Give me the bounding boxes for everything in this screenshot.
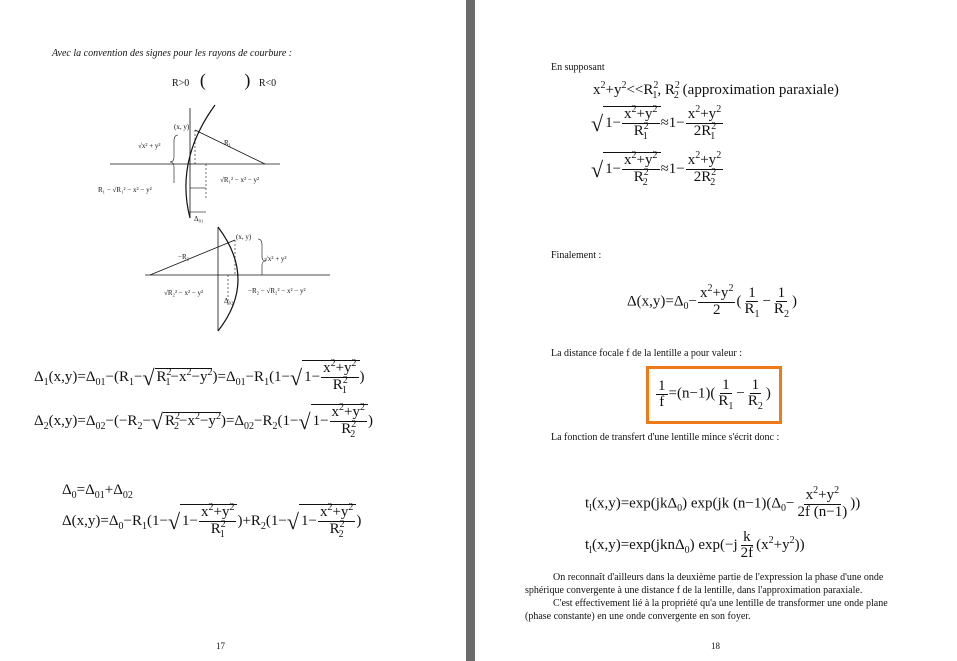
fig2-right-label: −R₂ − √R₂² − x² − y²	[248, 287, 306, 295]
sign-negative: R<0	[258, 78, 277, 89]
paraxial-label: (approximation paraxiale)	[682, 82, 839, 98]
transfer-text: La fonction de transfert d'une lentille mince s'écrit donc :	[551, 432, 780, 443]
fig2-point-label: (x, y)	[236, 233, 252, 241]
fig1-sqrt-label: √x² + y²	[138, 142, 161, 150]
conclusion-line-2: sphérique convergente à une distance f de la lentille, dans l'approximation paraxiale.	[525, 585, 863, 596]
focal-equation-highlight	[646, 366, 782, 424]
sign-convention: R>0 ( ) R<0	[172, 70, 277, 90]
fig2-sqrt-label: √x² + y²	[264, 255, 287, 263]
page-number-left: 17	[216, 641, 225, 651]
conclusion-line-4: (phase constante) en une onde convergente en son foyer.	[525, 611, 751, 622]
equation-delta-sum: $\Delta_0=\Delta_{01}+\Delta_{02}$	[62, 482, 133, 501]
fig1-radius-label: R₁	[224, 139, 232, 147]
right-page	[475, 0, 957, 661]
equation-delta-final: $\Delta(x,y)=\Delta_0-$ $\frac{x^2+y^2}{2}$ ( $\frac{1}{R_1}$ − $\frac{1}{R_2}$ )	[627, 283, 797, 320]
fig2-delta-label: Δ₀₂	[224, 297, 234, 305]
equation-focal-length: $\frac{1}{f}$ =(n−1)( $\frac{1}{R_1}$ − $\frac{1}{R_2}$ )	[658, 377, 771, 412]
focal-text: La distance focale f de la lentille a pour valeur :	[551, 348, 743, 359]
equation-delta-2: $\Delta_2(x,y)=\Delta_{02}-(-R_2-√$ $R^2_2-x^2-y^2)=\Delta_{02}-R_2(1-√$ 1− $\frac{x^2+y^2}{R^2_2}$ )	[34, 402, 373, 440]
equation-delta-total: $\Delta(x,y)=\Delta_0-R_1(1-√$ 1− $\frac{x^2+y^2}{R^2_1}$ )$+R_2(1-√$ 1− $\frac{x^2+y^2}{R^2_2}$ )	[62, 502, 362, 540]
conclusion-line-3: C'est effectivement lié à la propriété qu'a une lentille de transformer une onde plane	[553, 598, 888, 609]
intro-text: Avec la convention des signes pour les rayons de courbure :	[52, 48, 293, 59]
equation-paraxial-condition: $x^2+y^2<<R^2_1$, $R^2_2$ (approximation paraxiale)	[593, 80, 839, 101]
page-number-right: 18	[711, 641, 720, 651]
equation-transfer-2: $t_l(x,y)=\exp(jkn\Delta_0)$ exp(−j $\frac{k}{2f}$ $(x^2+y^2)$)	[585, 529, 805, 561]
fig2-sqrt2-label: √R₂² − x² − y²	[164, 289, 204, 297]
fig1-sqrt2-label: √R₁² − x² − y²	[220, 176, 260, 184]
equation-transfer-1: $t_l(x,y)=\exp(jk\Delta_0)$ exp(jk $(n-1)(\Delta_0-$ $\frac{x^2+y^2}{2f (n-1)}$ ))	[585, 485, 861, 520]
equation-delta-1: $\Delta_1(x,y)=\Delta_{01}-(R_1-√$ $R^2_1-x^2-y^2)=\Delta_{01}-R_1(1-√$ 1− $\frac{x^2+y^2}{R^2_1}$ )	[34, 358, 365, 396]
fig1-delta-label: Δ₀₁	[194, 215, 204, 223]
figure-lens-surface-2	[140, 225, 340, 337]
equation-sqrt-approx-1: √ 1− $\frac{x^2+y^2}{R^2_1}$ ≈1− $\frac{x^2+y^2}{2R^2_1}$	[591, 104, 722, 142]
finalement-text: Finalement :	[551, 250, 602, 261]
figure-lens-surface-1	[90, 100, 290, 225]
conclusion-line-1: On reconnaît d'ailleurs dans la deuxième partie de l'expression la phase d'une onde	[553, 572, 884, 583]
left-page	[0, 0, 466, 661]
fig1-bottom-label: R₁ − √R₁² − x² − y²	[98, 186, 152, 194]
equation-sqrt-approx-2: √ 1− $\frac{x^2+y^2}{R^2_2}$ ≈1− $\frac{x^2+y^2}{2R^2_2}$	[591, 150, 722, 188]
fig1-point-label: (x, y)	[174, 123, 190, 131]
fig2-radius-label: −R₂	[178, 253, 190, 261]
en-supposant-text: En supposant	[551, 62, 605, 73]
sign-positive: R>0	[172, 78, 190, 89]
